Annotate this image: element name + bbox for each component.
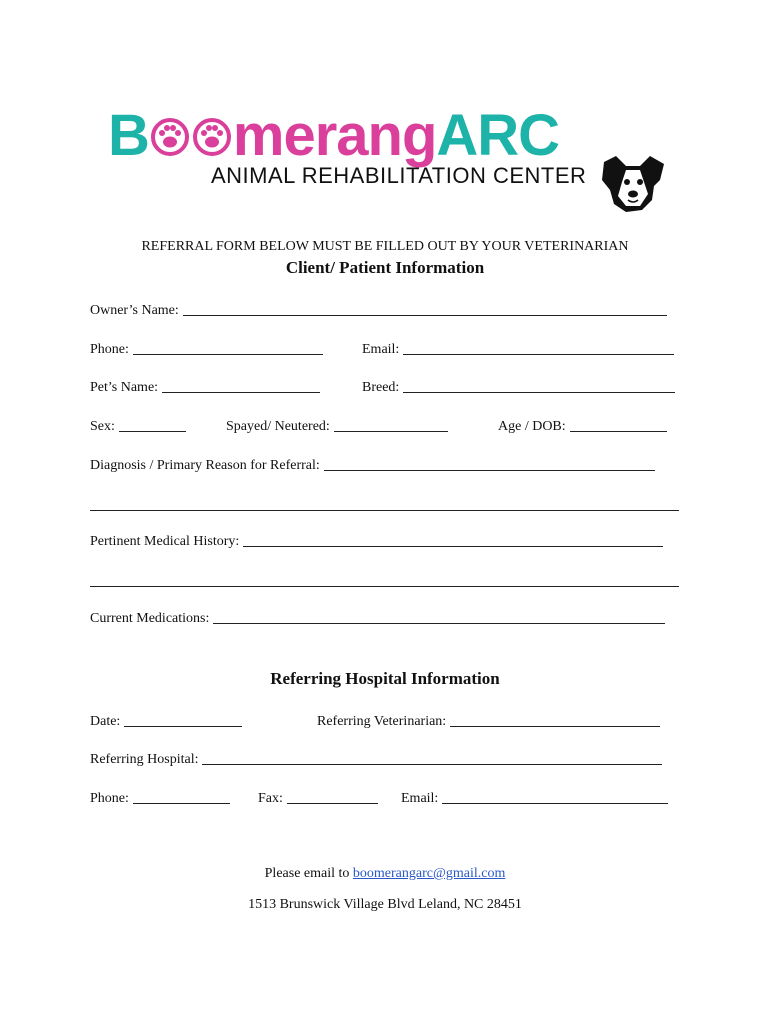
logo-letter-b: B — [108, 103, 149, 168]
sex-label: Sex: — [90, 419, 115, 434]
diagnosis-line[interactable] — [324, 469, 655, 471]
address: 1513 Brunswick Village Blvd Leland, NC 28451 — [248, 897, 522, 912]
email-instruction — [0, 866, 770, 882]
medical-history-label: Pertinent Medical History: — [90, 534, 240, 549]
referring-hospital-line[interactable] — [202, 763, 662, 765]
spayed-neutered-line[interactable] — [334, 430, 448, 432]
hospital-email-line[interactable] — [442, 802, 668, 804]
client-section-title: Client/ Patient Information — [285, 258, 485, 277]
breed-label: Breed: — [362, 380, 400, 395]
hospital-phone-field[interactable] — [90, 791, 230, 807]
paw-icon — [192, 117, 232, 157]
owner-name-label: Owner’s Name: — [90, 303, 179, 318]
spayed-neutered-field[interactable] — [226, 419, 448, 435]
age-dob-line[interactable] — [570, 430, 667, 432]
logo-merang: merang — [232, 103, 437, 168]
medical-history-field[interactable] — [90, 534, 663, 550]
client-phone-label: Phone: — [90, 342, 129, 357]
client-email-field[interactable] — [362, 342, 674, 358]
referring-vet-label: Referring Veterinarian: — [317, 714, 447, 729]
medical-history-line[interactable] — [243, 545, 663, 547]
breed-field[interactable] — [362, 380, 675, 396]
pet-name-field[interactable] — [90, 380, 320, 396]
logo-wordmark — [108, 105, 559, 167]
age-dob-label: Age / DOB: — [498, 419, 566, 434]
logo-arc: ARC — [436, 103, 560, 168]
pet-name-line[interactable] — [162, 391, 320, 393]
dog-face-icon — [596, 152, 670, 214]
logo-subtitle: ANIMAL REHABILITATION CENTER — [211, 163, 587, 188]
sex-line[interactable] — [119, 430, 186, 432]
referring-hospital-field[interactable] — [90, 752, 662, 768]
client-email-label: Email: — [362, 342, 400, 357]
hospital-phone-line[interactable] — [133, 802, 230, 804]
referring-vet-field[interactable] — [317, 714, 660, 730]
medications-line[interactable] — [213, 622, 665, 624]
hospital-phone-label: Phone: — [90, 791, 129, 806]
spayed-neutered-label: Spayed/ Neutered: — [226, 419, 330, 434]
email-link[interactable]: boomerangarc@gmail.com — [352, 866, 506, 881]
client-phone-line[interactable] — [133, 353, 323, 355]
diagnosis-label: Diagnosis / Primary Reason for Referral: — [90, 458, 320, 473]
date-line[interactable] — [124, 725, 242, 727]
email-prefix: Please email to — [264, 866, 353, 881]
history-continuation-line[interactable] — [90, 586, 679, 587]
age-dob-field[interactable] — [498, 419, 667, 435]
diagnosis-field[interactable] — [90, 458, 655, 474]
diagnosis-continuation-line[interactable] — [90, 510, 679, 511]
fax-field[interactable] — [258, 791, 378, 807]
date-field[interactable] — [90, 714, 242, 730]
hospital-email-label: Email: — [401, 791, 439, 806]
owner-name-line[interactable] — [183, 314, 667, 316]
hospital-section-title: Referring Hospital Information — [270, 669, 500, 688]
owner-name-field[interactable] — [90, 303, 667, 319]
breed-line[interactable] — [403, 391, 675, 393]
paw-icon — [150, 117, 190, 157]
date-label: Date: — [90, 714, 121, 729]
medications-field[interactable] — [90, 611, 665, 627]
medications-label: Current Medications: — [90, 611, 210, 626]
referral-notice: REFERRAL FORM BELOW MUST BE FILLED OUT BY YOUR VETERINARIAN — [141, 239, 629, 254]
hospital-email-field[interactable] — [401, 791, 668, 807]
referring-hospital-label: Referring Hospital: — [90, 752, 199, 767]
client-phone-field[interactable] — [90, 342, 323, 358]
fax-line[interactable] — [287, 802, 378, 804]
fax-label: Fax: — [258, 791, 283, 806]
pet-name-label: Pet’s Name: — [90, 380, 159, 395]
referring-vet-line[interactable] — [450, 725, 660, 727]
sex-field[interactable] — [90, 419, 186, 435]
client-email-line[interactable] — [403, 353, 674, 355]
